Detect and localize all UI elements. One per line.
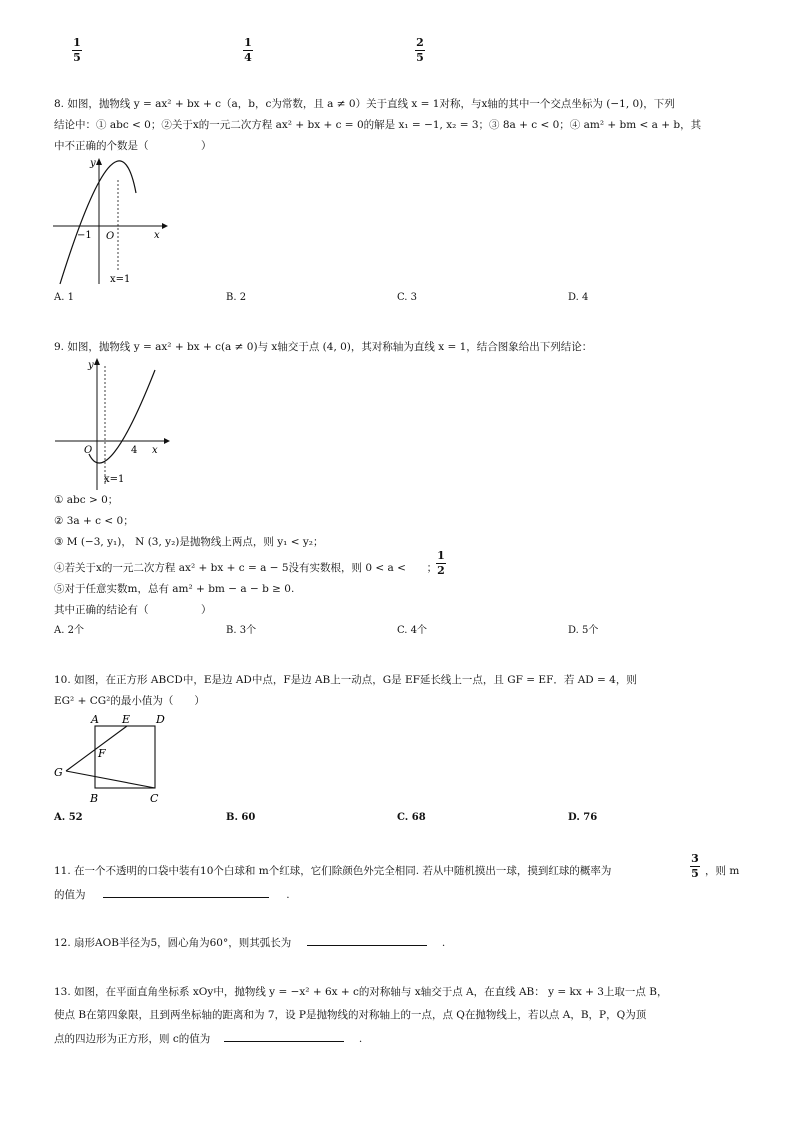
q13-stem-line2: 使点 B在第四象限，且到两坐标轴的距离和为 7，设 P是抛物线的对称轴上的一点，点 Q在抛物线上，若以点 A，B，P，Q为顶: [54, 1009, 647, 1021]
q10-label-e: E: [122, 713, 131, 726]
fraction-denominator: 4: [244, 51, 252, 64]
fraction-numerator: 1: [73, 36, 81, 49]
q12-stem: [54, 935, 445, 950]
q10-stem-line2: EG² + CG²的最小值为（ ）: [54, 695, 205, 707]
q9-y-arrow-icon: [94, 358, 100, 365]
q10-label-f: F: [98, 747, 106, 760]
q9-option-b[interactable]: B. 3个: [226, 625, 257, 636]
q8-option-b[interactable]: B. 2: [226, 292, 247, 303]
q10-segment-gc: [66, 771, 155, 788]
fraction-denominator: 5: [73, 51, 81, 64]
q10-label-d: D: [156, 713, 165, 726]
q11-stem-line2: [54, 887, 290, 902]
q11-period: .: [286, 889, 290, 901]
q13-period: .: [358, 1033, 363, 1045]
q8-axis-label: x=1: [110, 274, 131, 285]
q10-label-b: B: [90, 792, 99, 805]
fraction-numerator: 2: [416, 36, 424, 49]
q11-stem-line1: 11. 在一个不透明的口袋中装有10个白球和 m个红球，它们除颜色外完全相同. 若从中随机摸出一球，摸到红球的概率为: [54, 865, 612, 877]
fraction-denominator: 5: [416, 51, 424, 64]
q8-y-arrow-icon: [96, 158, 102, 165]
q9-conclusion-1: ① abc > 0；: [54, 494, 119, 506]
q8-y-label: y: [90, 158, 96, 169]
q10-square-figure: [50, 708, 180, 808]
q9-ask: 其中正确的结论有（ ）: [54, 604, 212, 616]
q10-option-a[interactable]: A. 52: [54, 812, 83, 823]
q11-answer-blank[interactable]: [103, 887, 269, 898]
q10-option-b[interactable]: B. 60: [226, 812, 256, 823]
q9-x-label: x: [152, 445, 158, 456]
fraction-denominator: 2: [437, 564, 445, 577]
q12-text: 12. 扇形AOB半径为5，圆心角为60°，则其弧长为: [54, 937, 292, 949]
q8-parabola-graph: [50, 152, 170, 287]
q13-stem-line1: 13. 如图，在平面直角坐标系 xOy中，抛物线 y = −x² + 6x + c的对称轴与 x轴交于点 A，在直线 AB： y = kx + 3上取一点 B，: [54, 986, 668, 998]
q9-conclusion-5: ⑤对于任意实数m，总有 am² + bm − a − b ≥ 0.: [54, 583, 295, 595]
q10-label-c: C: [150, 792, 159, 805]
q7-option-a: [72, 37, 82, 64]
q9-option-d[interactable]: D. 5个: [568, 625, 599, 636]
q8-parabola-curve: [60, 161, 136, 284]
q10-option-c[interactable]: C. 68: [397, 812, 426, 823]
q10-segment-eg: [66, 726, 127, 771]
q8-option-c[interactable]: C. 3: [397, 292, 418, 303]
fraction-numerator: 1: [437, 549, 445, 562]
q8-stem-line1: 8. 如图，抛物线 y = ax² + bx + c（a，b，c为常数，且 a ≠ 0）关于直线 x = 1对称，与x轴的其中一个交点坐标为 (−1, 0)，下列: [54, 98, 675, 110]
q13-line3-text: 点的四边形为正方形，则 c的值为: [54, 1033, 211, 1045]
q9-conclusion-3: ③ M (−3, y₁)， N (3, y₂)是抛物线上两点，则 y₁ < y₂；: [54, 536, 324, 548]
q9-parabola-graph: [52, 352, 172, 492]
q9-conclusion-4-end: ；: [426, 562, 438, 574]
q8-option-a[interactable]: A. 1: [54, 292, 74, 303]
q10-label-g: G: [54, 766, 63, 779]
q9-option-a[interactable]: A. 2个: [54, 625, 84, 636]
q8-x-arrow-icon: [162, 223, 168, 229]
q9-conclusion-2: ② 3a + c < 0；: [54, 515, 134, 527]
q9-conclusion-4-text: ④若关于x的一元二次方程 ax² + bx + c = a − 5没有实数根，则 0 < a <: [54, 562, 406, 574]
q8-minus-one-label: −1: [77, 230, 92, 241]
q11-value-label: 的值为: [54, 889, 86, 901]
q8-stem-line3: 中不正确的个数是（ ）: [54, 140, 212, 152]
q10-option-d[interactable]: D. 76: [568, 812, 598, 823]
q9-origin-label: O: [84, 445, 93, 456]
q7-option-b: [243, 37, 253, 64]
q9-y-label: y: [88, 360, 94, 371]
q8-origin-label: O: [106, 231, 115, 242]
q12-answer-blank[interactable]: [307, 935, 427, 946]
q7-option-c: [415, 37, 425, 64]
q13-answer-blank[interactable]: [224, 1031, 344, 1042]
q8-stem-line2: 结论中：① abc < 0；②关于x的一元二次方程 ax² + bx + c = 0的解是 x₁ = −1, x₂ = 3；③ 8a + c < 0；④ am² + bm < a + b，其: [54, 119, 702, 131]
q9-x-arrow-icon: [164, 438, 170, 444]
q9-stem-line1: 9. 如图，抛物线 y = ax² + bx + c(a ≠ 0)与 x轴交于点 (4, 0)，其对称轴为直线 x = 1，结合图象给出下列结论：: [54, 341, 593, 353]
q10-stem-line1: 10. 如图，在正方形 ABCD中，E是边 AD中点，F是边 AB上一动点，G是 EF延长线上一点，且 GF = EF．若 AD = 4，则: [54, 674, 637, 686]
q9-axis-label: x=1: [104, 474, 125, 485]
fraction-numerator: 3: [691, 852, 699, 865]
q13-stem-line3: [54, 1031, 362, 1046]
q10-label-a: A: [91, 713, 99, 726]
q9-conclusion-4: [54, 561, 437, 575]
q9-parabola-curve: [89, 370, 155, 463]
fraction-numerator: 1: [244, 36, 252, 49]
fraction-denominator: 5: [691, 867, 699, 880]
q8-x-label: x: [154, 230, 160, 241]
q9-option-c[interactable]: C. 4个: [397, 625, 428, 636]
q12-period: .: [441, 937, 446, 949]
q8-option-d[interactable]: D. 4: [568, 292, 589, 303]
q11-stem-line1-end: ，则 m: [705, 865, 740, 877]
q9-four-label: 4: [131, 445, 138, 456]
q9-half-fraction: [436, 550, 446, 577]
q11-probability-fraction: [690, 853, 700, 880]
